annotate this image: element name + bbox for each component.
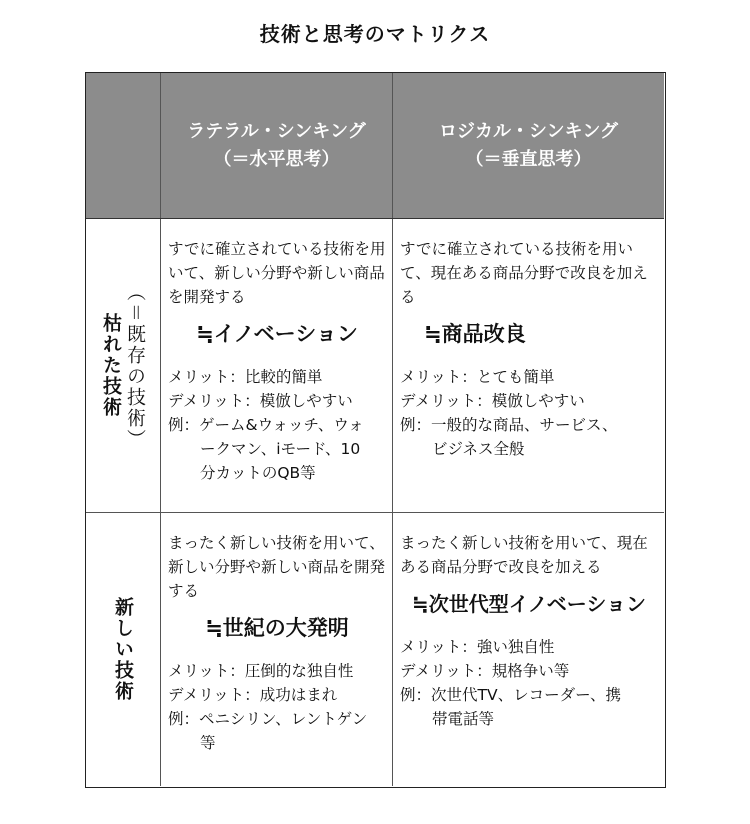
matrix-table [85,72,666,788]
cell-merit: メリット：圧倒的な独自性 [168,662,354,680]
column-header-lateral [161,73,392,218]
column-header-label: ラテラル・シンキング [187,120,366,142]
cell-old-logical [393,219,664,512]
cell-demerit: デメリット：模倣しやすい [168,392,353,410]
example-label: 例： [168,710,200,728]
example-label: 例： [400,416,432,434]
column-header-sub: （＝垂直思考） [465,148,592,170]
cell-keyword: ≒世紀の大発明 [205,616,349,640]
example-text: 等 [200,734,216,752]
row-header-old-tech [86,219,160,512]
cell-example [168,413,386,437]
column-header-logical [393,73,664,218]
example-text: 一般的な商品、サービス、 [431,416,618,434]
row-header-label: 新しい技術 [112,597,134,702]
cell-keyword: ≒次世代型イノベーション [412,592,646,616]
cell-keyword: ≒商品改良 [424,322,526,346]
cell-description: まったく新しい技術を用いて、現在ある商品分野で改良を加える [400,534,648,576]
cell-example [168,707,386,731]
cell-keyword: ≒イノベーション [196,322,358,346]
example-text: 帯電話等 [432,710,495,728]
cell-old-lateral [161,219,392,512]
example-text: 分カットのQB等 [200,464,316,482]
cell-demerit: デメリット：規格争い等 [400,662,570,680]
column-header-sub: （＝水平思考） [213,148,340,170]
column-header-label: ロジカル・シンキング [438,120,618,142]
row-header-new-tech [86,513,160,786]
example-label: 例： [168,416,200,434]
example-text: ゲーム&ウォッチ、ウォ [199,416,364,434]
cell-merit: メリット：とても簡単 [400,368,555,386]
example-label: 例： [400,686,432,704]
cell-new-lateral [161,513,392,786]
example-text: 次世代TV、レコーダー、携 [431,686,621,704]
cell-example [400,413,658,437]
cell-new-logical [393,513,664,786]
row-header-sub: （＝既存の技術） [124,281,146,450]
cell-merit: メリット：強い独自性 [400,638,555,656]
example-text: ークマン、iモード、10 [200,440,361,458]
cell-merit: メリット：比較的簡単 [168,368,323,386]
cell-example [400,683,658,707]
example-text: ビジネス全般 [432,440,525,458]
cell-description: すでに確立されている技術を用いて、新しい分野や新しい商品を開発する [168,240,386,306]
cell-demerit: デメリット：成功はまれ [168,686,338,704]
example-text: ペニシリン、レントゲン [199,710,368,728]
cell-description: すでに確立されている技術を用いて、現在ある商品分野で改良を加える [400,240,648,306]
cell-demerit: デメリット：模倣しやすい [400,392,585,410]
row-header-label: 枯れた技術 [100,313,122,418]
cell-description: まったく新しい技術を用いて、新しい分野や新しい商品を開発する [168,534,386,600]
diagram-title: 技術と思考のマトリクス [259,22,491,46]
